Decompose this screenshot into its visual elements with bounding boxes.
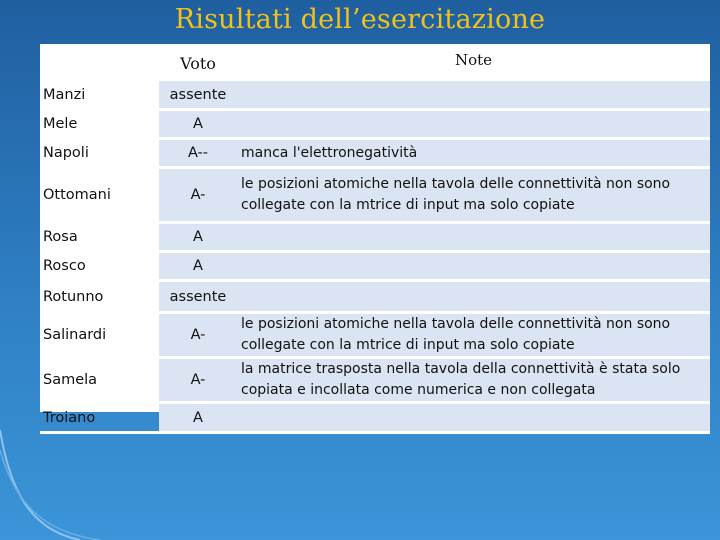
- note-line: le posizioni atomiche nella tavola delle connettività non sono: [241, 316, 671, 332]
- student-name: Samela: [40, 358, 159, 403]
- student-voto: A: [159, 403, 237, 433]
- note-line: copiata e incollata come numerica e non collegata: [241, 382, 596, 398]
- table-row: [40, 358, 710, 403]
- student-name: Rosco: [40, 252, 159, 281]
- table-row: [40, 313, 710, 358]
- student-voto: A: [159, 110, 237, 139]
- student-name: Rotunno: [40, 281, 159, 313]
- table-row: [40, 139, 710, 168]
- student-voto: A-: [159, 168, 237, 223]
- student-note: [237, 80, 710, 110]
- table-row: [40, 168, 710, 223]
- student-note: [237, 139, 710, 168]
- header-note: Note: [237, 44, 710, 80]
- note-line: manca l'elettronegatività: [241, 144, 418, 161]
- table-header-row: [40, 44, 710, 80]
- header-name: [40, 44, 159, 80]
- student-name: Salinardi: [40, 313, 159, 358]
- student-voto: assente: [159, 80, 237, 110]
- results-table-panel: [40, 44, 710, 426]
- student-name: Ottomani: [40, 168, 159, 223]
- note-line: collegate con la mtrice di input ma solo copiate: [241, 337, 575, 353]
- note-line: le posizioni atomiche nella tavola delle connettività non sono: [241, 176, 671, 192]
- note-line: la matrice trasposta nella tavola della connettività è stata solo: [241, 361, 681, 377]
- student-note: [237, 168, 710, 223]
- student-name: Mele: [40, 110, 159, 139]
- student-voto: A--: [159, 139, 237, 168]
- student-name: Troiano: [40, 403, 159, 433]
- student-voto: A: [159, 223, 237, 252]
- student-voto: assente: [159, 281, 237, 313]
- table-row: [40, 281, 710, 313]
- page-title: Risultati dell’esercitazione: [174, 4, 546, 35]
- student-name: Manzi: [40, 80, 159, 110]
- note-line: collegate con la mtrice di input ma solo copiate: [241, 197, 575, 213]
- table-row: [40, 403, 710, 433]
- results-table: [40, 44, 710, 434]
- header-voto: Voto: [159, 44, 237, 80]
- student-note: [237, 313, 710, 358]
- student-note: [237, 223, 710, 252]
- table-row: [40, 223, 710, 252]
- student-note: [237, 110, 710, 139]
- student-note: [237, 358, 710, 403]
- student-name: Rosa: [40, 223, 159, 252]
- student-note: [237, 281, 710, 313]
- table-row: [40, 110, 710, 139]
- student-note: [237, 403, 710, 433]
- student-note: [237, 252, 710, 281]
- student-name: Napoli: [40, 139, 159, 168]
- student-voto: A-: [159, 358, 237, 403]
- student-voto: A-: [159, 313, 237, 358]
- table-row: [40, 252, 710, 281]
- student-voto: A: [159, 252, 237, 281]
- table-row: [40, 80, 710, 110]
